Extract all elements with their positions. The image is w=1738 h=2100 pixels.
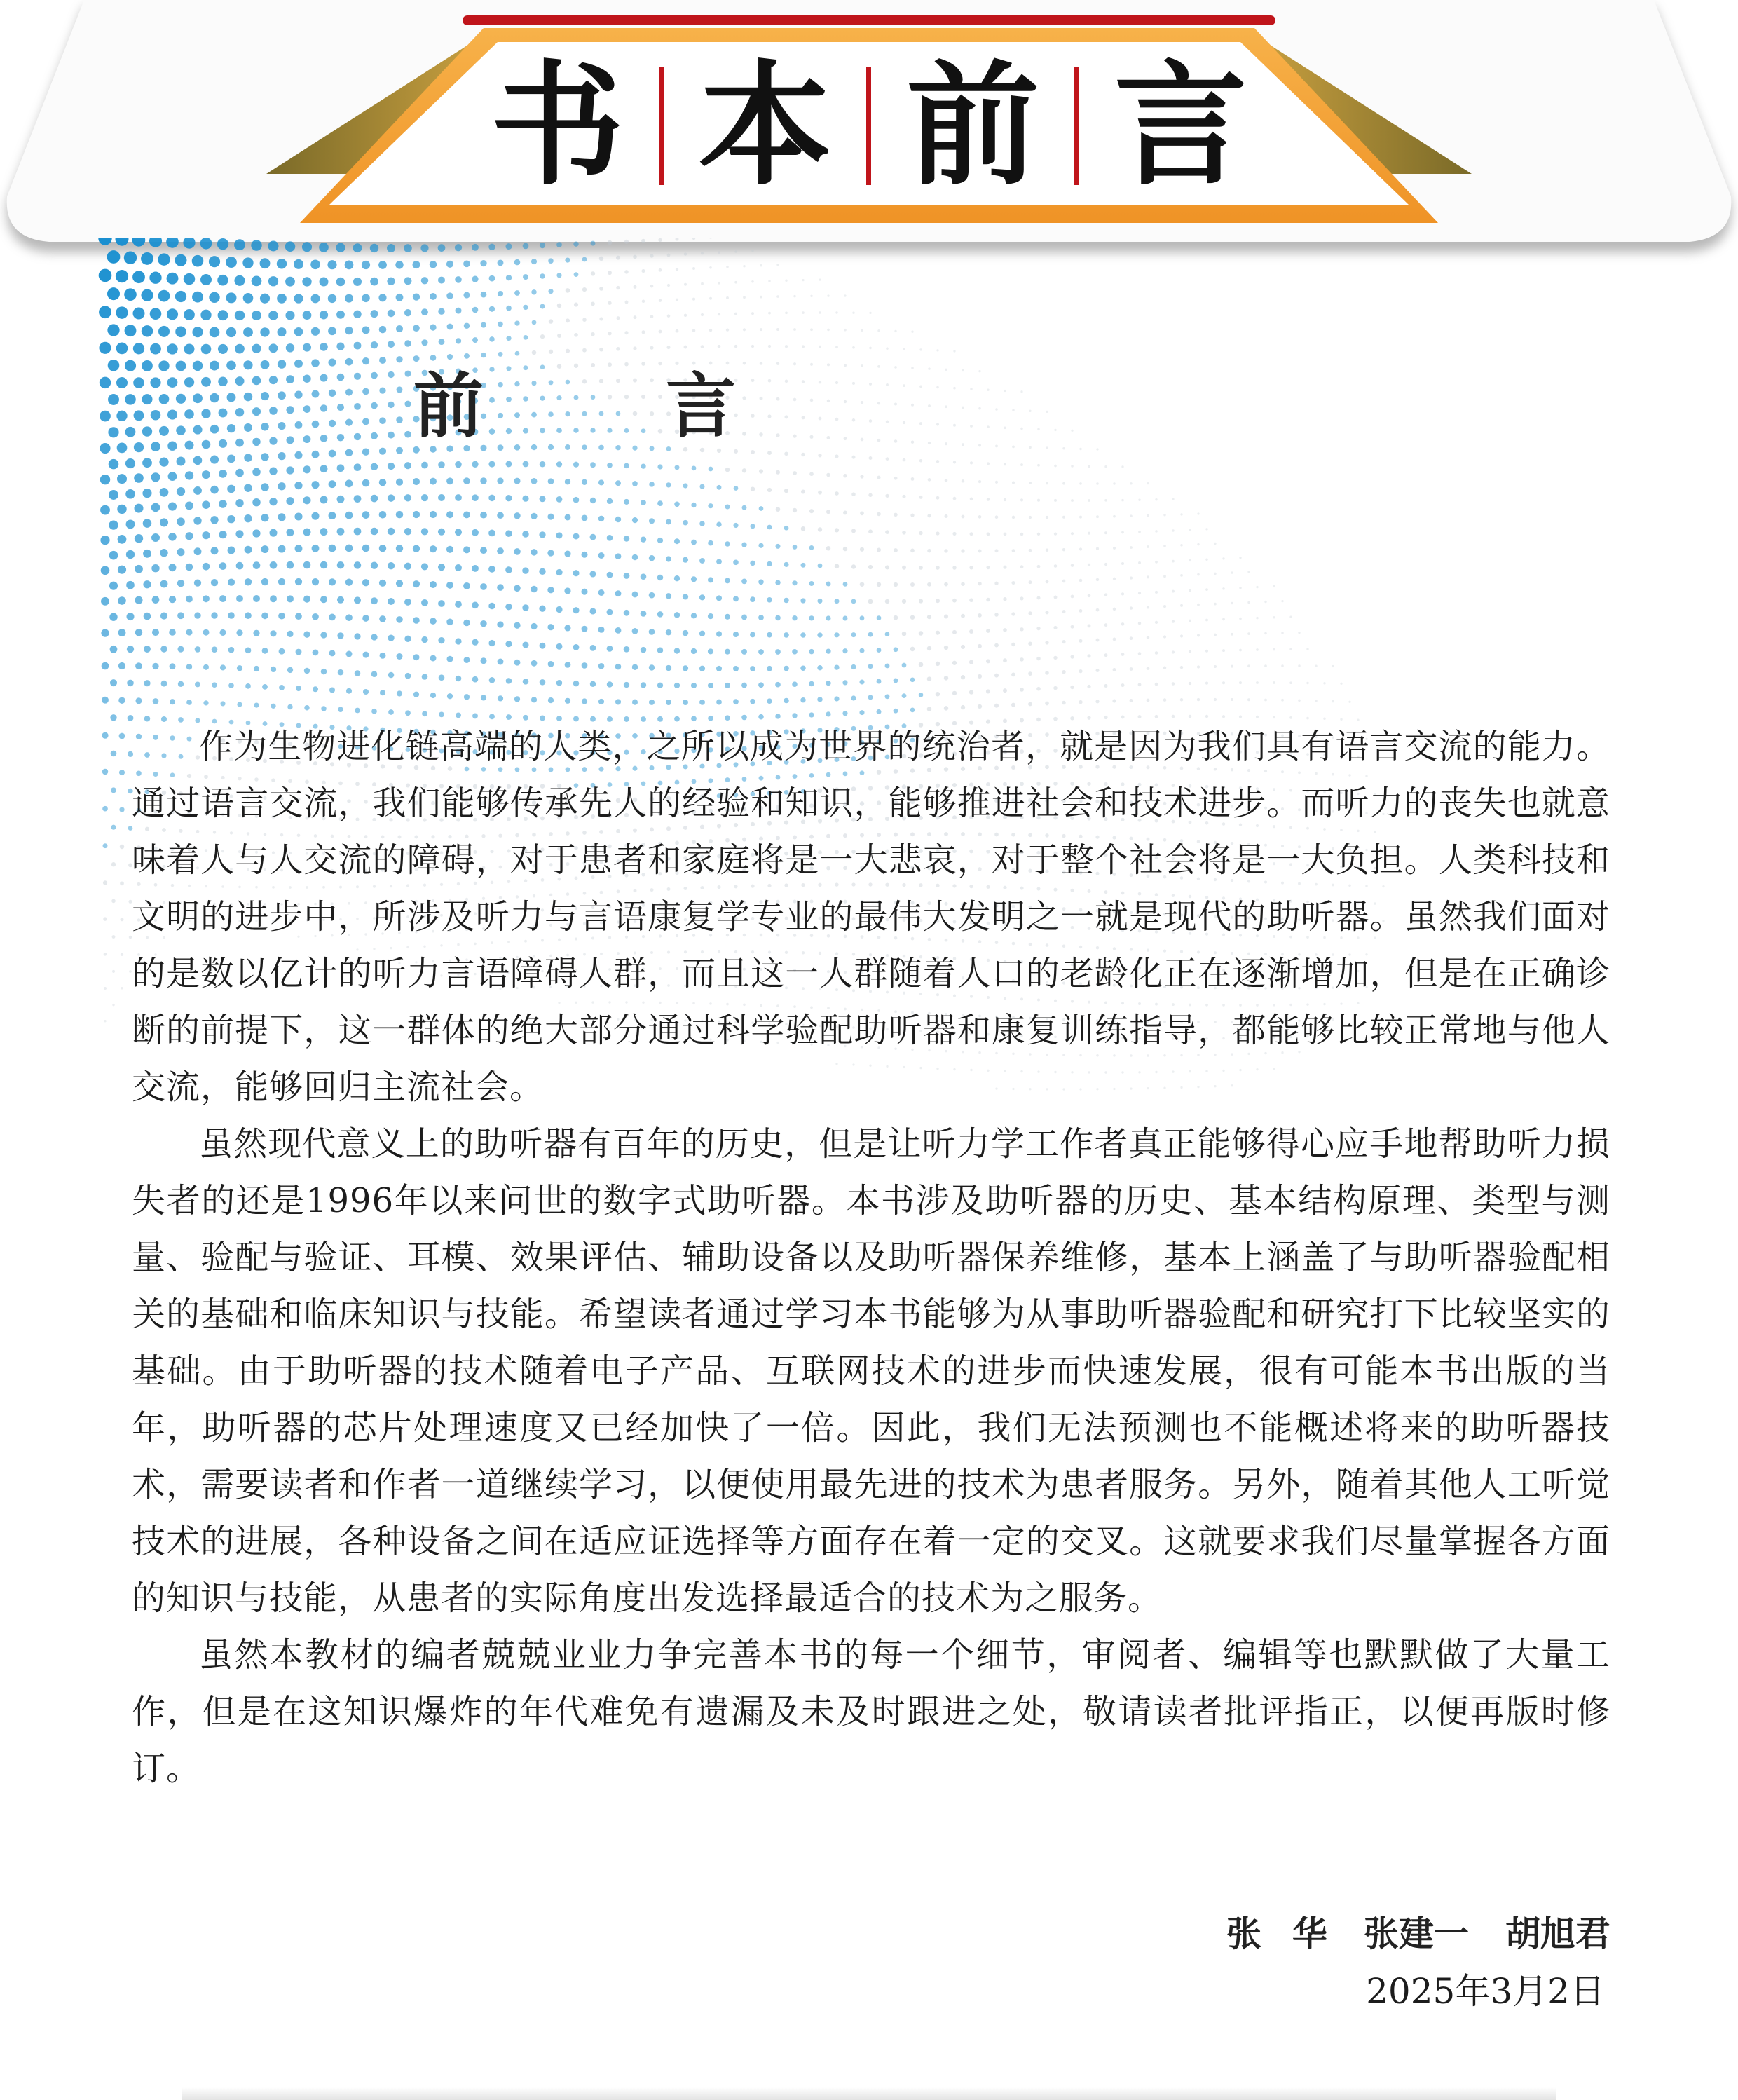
title-banner (0, 0, 1738, 266)
page-bottom-edge (182, 2087, 1556, 2100)
author-name: 胡旭君 (1505, 1914, 1610, 1954)
paragraph: 作为生物进化链高端的人类，之所以成为世界的统治者，就是因为我们具有语言交流的能力。通过语言交流，我们能够传承先人的经验和知识，能够推进社会和技术进步。而听力的丧失也就意味着人与人交流的障碍，对于患者和家庭将是一大悲哀，对于整个社会将是一大负担。人类科技和文明的进步中，所涉及听力与言语康复学专业的最伟大发明之一就是现代的助听器。虽然我们面对的是数以亿计的听力言语障碍人群，而且这一人群随着人口的老龄化正在逐渐增加，但是在正确诊断的前提下，这一群体的绝大部分通过科学验配助听器和康复训练指导，都能够比较正常地与他人交流，能够回归主流社会。 (132, 727, 1610, 1107)
banner-separator (866, 67, 871, 185)
banner-separator (659, 67, 664, 185)
signature-date: 2025年3月2日 (1366, 1971, 1605, 2012)
paragraph: 虽然本教材的编者兢兢业业力争完善本书的每一个细节，审阅者、编辑等也默默做了大量工作，但是在这知识爆炸的年代难免有遗漏及未及时跟进之处，敬请读者批评指正，以便再版时修订。 (132, 1635, 1610, 1788)
heading-char: 前 (413, 365, 484, 447)
banner-char: 本 (698, 48, 832, 203)
banner-char: 前 (906, 48, 1040, 203)
banner-char: 书 (490, 48, 624, 203)
banner-title (477, 49, 1261, 203)
author-name: 张华 (1226, 1914, 1358, 1954)
page-heading (413, 364, 736, 449)
author-list (1226, 1905, 1610, 1963)
author-name: 张建一 (1364, 1914, 1469, 1954)
banner-char: 言 (1114, 48, 1247, 203)
banner-separator (1074, 67, 1079, 185)
heading-char: 言 (666, 365, 736, 447)
paragraph: 虽然现代意义上的助听器有百年的历史，但是让听力学工作者真正能够得心应手地帮助听力损失者的还是1996年以来问世的数字式助听器。本书涉及助听器的历史、基本结构原理、类型与测量、验配与验证、耳模、效果评估、辅助设备以及助听器保养维修，基本上涵盖了与助听器验配相关的基础和临床知识与技能。希望读者通过学习本书能够为从事助听器验配和研究打下比较坚实的基础。由于助听器的技术随着电子产品、互联网技术的进步而快速发展，很有可能本书出版的当年，助听器的芯片处理速度又已经加快了一倍。因此，我们无法预测也不能概述将来的助听器技术，需要读者和作者一道继续学习，以便使用最先进的技术为患者服务。另外，随着其他人工听觉技术的进展，各种设备之间在适应证选择等方面存在着一定的交叉。这就要求我们尽量掌握各方面的知识与技能，从患者的实际角度出发选择最适合的技术为之服务。 (132, 1124, 1610, 1618)
signature-block (1226, 1905, 1610, 2020)
preface-body (132, 718, 1610, 1797)
